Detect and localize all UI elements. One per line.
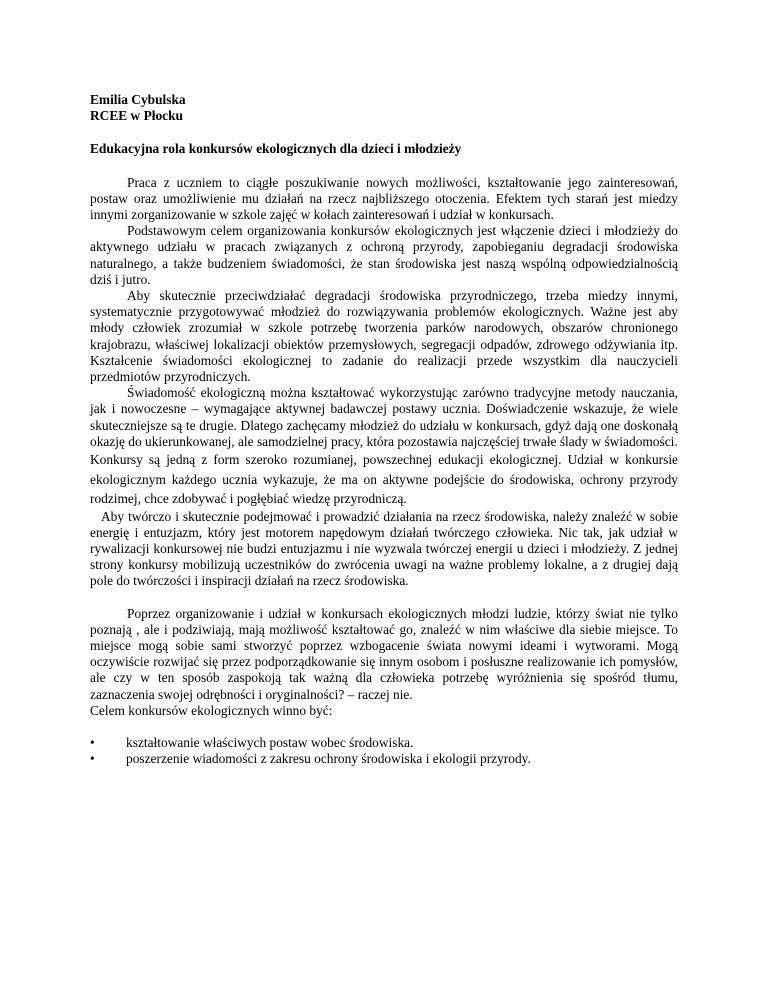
list-item: [90, 735, 678, 751]
paragraph-creativity: Aby twórczo i skutecznie podejmować i prowadzić działania na rzecz środowiska, należy znaleźć w sobie energię i entuzjazm, który jest motorem napędowym działań twórczego człowieka. Nic tak, jak udział w rywalizacji konkursowej nie budzi entuzjazmu i nie wyzwala twórczej energii u dzieci i młodzieży. Z jednej strony konkursy mobilizują uczestników do zwrócenia uwagi na ważne problemy lokalne, a z drugiej dają pole do twórczości i inspiracji działań na rzecz środowiska.: [90, 508, 678, 589]
bullet-icon: •: [90, 751, 95, 767]
document-title: Edukacyjna rola konkursów ekologicznych dla dzieci i młodzieży: [90, 141, 462, 157]
list-item-text: kształtowanie właściwych postaw wobec środowiska.: [126, 735, 414, 750]
goals-list: [90, 735, 678, 767]
author-name: Emilia Cybulska: [90, 92, 186, 107]
list-intro: Celem konkursów ekologicznych winno być:: [90, 702, 333, 718]
list-item-text: poszerzenie wiadomości z zakresu ochrony środowiska i ekologii przyrody.: [126, 751, 531, 767]
paragraph-youth: Poprzez organizowanie i udział w konkursach ekologicznych młodzi ludzie, którzy świat nie tylko poznają , ale i podziwiają, mają możliwość kształtować go, znaleźć w nim właściwe dla siebie miejsce. To miejsce mogą sobie sami stworzyć poprzez wzbogacenie świata nowymi ideami i wytworami. Mogą oczywiście rozwijać się przez podporządkowanie się innym osobom i posłuszne realizowanie ich pomysłów, ale czy w ten sposób zaspokoją tak ważną dla człowieka potrzebę wyróżnienia się spośród tłumu, zaznaczenia swojej odrębności i oryginalności? – raczej nie.: [90, 605, 678, 702]
document-page: [90, 92, 678, 767]
bullet-icon: •: [90, 735, 95, 750]
author-organization: RCEE w Płocku: [90, 108, 184, 124]
paragraph-intro: Praca z uczniem to ciągłe poszukiwanie nowych możliwości, kształtowanie jego zainteresowań, postaw oraz umożliwienie mu działań na rzecz najbliższego otoczenia. Efektem tych starań jest miedzy innymi zorganizowanie w szkole zajęć w kołach zainteresowań i udział w konkursach.: [90, 174, 678, 223]
list-item: [90, 751, 678, 767]
paragraph-goal: Podstawowym celem organizowania konkursów ekologicznych jest włączenie dzieci i młodzieży do aktywnego udziału w pracach związanych z ochroną przyrody, zapobieganiu degradacji środowiska naturalnego, a także budzeniem świadomości, że stan środowiska jest naszą wspólną odpowiedzialnością dziś i jutro.: [90, 223, 678, 287]
paragraph-contests: Konkursy są jedną z form szeroko rozumianej, powszechnej edukacji ekologicznej. Udział w konkursie ekologicznym każdego ucznia wykazuje, że ma on aktywne podejście do środowiska, ochrony przyrody rodzimej, chce zdobywać i pogłębiać wiedzę przyrodniczą.: [90, 452, 678, 507]
paragraph-awareness: Świadomość ekologiczną można kształtować wykorzystując zarówno tradycyjne metody nauczania, jak i nowoczesne – wymagające aktywnej badawczej postawy ucznia. Doświadczenie wskazuje, że wiele skuteczniejsze są te drugie. Dlatego zachęcamy młodzież do udziału w konkursach, gdyż dają one doskonałą okazję do ukierunkowanej, ale samodzielnej pracy, która pozostawia najczęściej trwałe ślady w świadomości.: [90, 385, 678, 449]
paragraph-prevention: Aby skutecznie przeciwdziałać degradacji środowiska przyrodniczego, trzeba miedzy innymi, systematycznie przygotowywać młodzież do rozwiązywania problemów ekologicznych. Ważne jest aby młody człowiek zrozumiał w szkole potrzebę tworzenia parków narodowych, obszarów chronionego krajobrazu, właściwej lokalizacji obiektów przemysłowych, segregacji odpadów, zdrowego odżywiania itp. Kształcenie świadomości ekologicznej to zadanie do realizacji przede wszystkim dla nauczycieli przedmiotów przyrodniczych.: [90, 288, 678, 385]
